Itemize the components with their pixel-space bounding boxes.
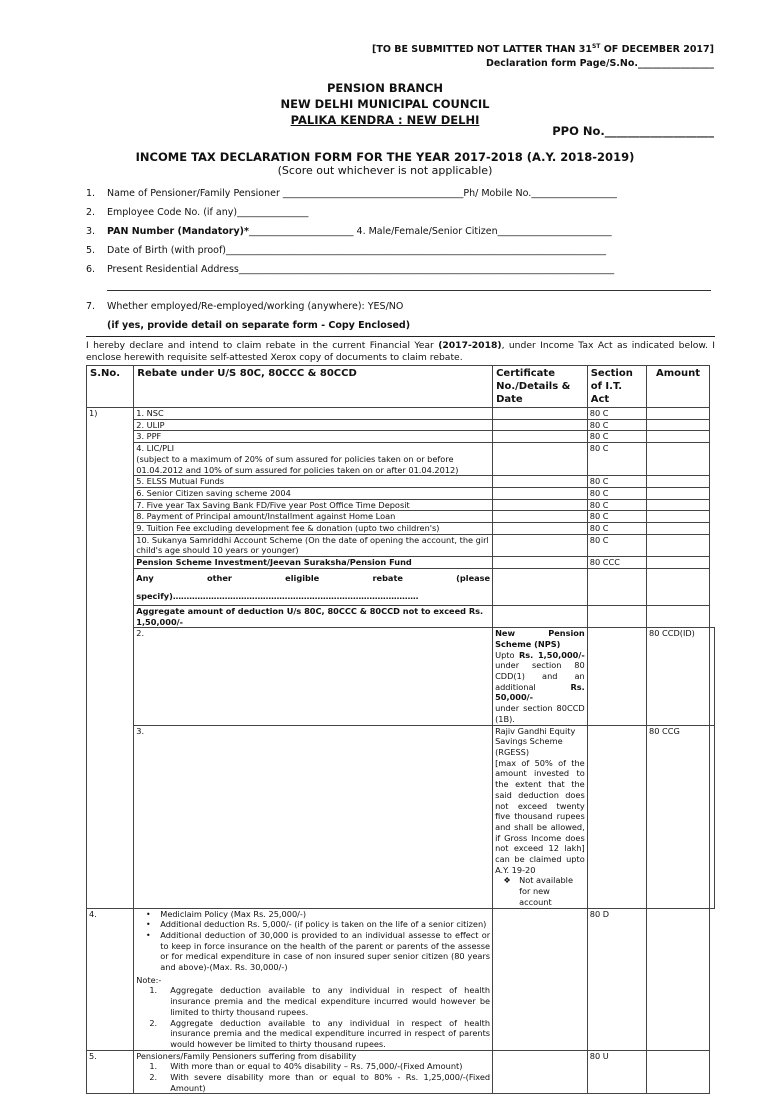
header-rebate: Rebate under U/S 80C, 80CCC & 80CCD xyxy=(134,366,493,408)
bullet-icon: • xyxy=(145,929,151,940)
address-continuation-line[interactable] xyxy=(107,290,711,291)
amount-cell[interactable] xyxy=(647,499,710,511)
nps-title: New Pension Scheme (NPS) xyxy=(495,628,585,649)
nps-text: under section 80CCD (1B). xyxy=(495,703,585,724)
rebate-item: 7. Five year Tax Saving Bank FD/Five year Post Office Time Deposit xyxy=(134,499,493,511)
section-cell: 80 C xyxy=(587,487,646,499)
amount-cell[interactable] xyxy=(647,523,710,535)
rebate-item: 1. NSC xyxy=(134,408,493,420)
field-number: 5. xyxy=(86,245,96,256)
section-cell: 80 CCC xyxy=(587,557,646,569)
certificate-cell[interactable] xyxy=(493,523,588,535)
office-heading xyxy=(0,80,770,128)
certificate-cell[interactable] xyxy=(587,725,646,908)
table-row xyxy=(87,1050,715,1094)
section-cell: 80 C xyxy=(587,534,646,556)
bullet-icon: • xyxy=(145,919,151,930)
mediclaim-item xyxy=(134,908,493,1050)
rebate-item: 6. Senior Citizen saving scheme 2004 xyxy=(134,487,493,499)
table-row xyxy=(87,511,715,523)
note-number: 1. xyxy=(149,985,158,996)
pan-gender-blank: ______________________ 4. Male/Female/Senior Citizen________________________ xyxy=(249,226,612,237)
office-address: PALIKA KENDRA : NEW DELHI xyxy=(290,113,480,127)
section-cell: 80 D xyxy=(587,908,646,1050)
section-cell: 80 C xyxy=(587,523,646,535)
section-cell: 80 U xyxy=(587,1050,646,1094)
disability-text: With more than or equal to 40% disability – Rs. 75,000/-(Fixed Amount) xyxy=(170,1061,463,1072)
rgess-title: Rajiv Gandhi Equity Savings Scheme (RGESS) xyxy=(495,725,576,757)
field-label xyxy=(107,226,612,238)
field-number: 3. xyxy=(86,226,96,237)
nps-item xyxy=(493,628,588,725)
field-label: Whether employed/Re-employed/working (anywhere): YES/NO xyxy=(107,301,404,312)
pension-fund-item: Pension Scheme Investment/Jeevan Suraksha/Pension Fund xyxy=(134,557,493,569)
submission-deadline-end: OF DECEMBER 2017] xyxy=(600,44,714,56)
amount-cell[interactable] xyxy=(647,419,710,431)
table-row xyxy=(87,443,715,476)
section-cell: 80 CCD(ID) xyxy=(647,628,710,725)
note-heading: Note:- xyxy=(136,974,162,985)
table-row xyxy=(87,408,715,420)
section-cell: 80 CCG xyxy=(647,725,710,908)
amount-cell[interactable] xyxy=(647,408,710,420)
certificate-cell[interactable] xyxy=(493,408,588,420)
table-row xyxy=(87,499,715,511)
table-row xyxy=(87,523,715,535)
section-cell xyxy=(587,568,646,605)
amount-cell[interactable] xyxy=(647,908,710,1050)
declaration-text: I hereby declare and intend to claim rebate in the current Financial Year xyxy=(86,340,439,351)
section-cell: 80 C xyxy=(587,419,646,431)
diamond-bullet-icon: ❖ xyxy=(503,875,511,886)
section-cell: 80 C xyxy=(587,443,646,476)
declaration-page-number: Declaration form Page/S.No.________________ xyxy=(485,58,714,70)
certificate-cell[interactable] xyxy=(493,487,588,499)
table-row xyxy=(87,557,715,569)
nps-additional-amount: Rs. 50,000/- xyxy=(495,681,585,703)
council-name: NEW DELHI MUNICIPAL COUNCIL xyxy=(280,97,490,111)
certificate-cell[interactable] xyxy=(493,568,588,605)
amount-cell[interactable] xyxy=(647,431,710,443)
field-number: 1. xyxy=(86,188,96,199)
rebate-item: 2. ULIP xyxy=(134,419,493,431)
submission-note xyxy=(372,40,714,71)
certificate-cell[interactable] xyxy=(493,534,588,556)
section-cell xyxy=(587,605,646,627)
section-cell: 80 C xyxy=(587,431,646,443)
aggregate-deduction: Aggregate amount of deduction U/s 80C, 80CCC & 80CCD not to exceed Rs. 1,50,000/- xyxy=(134,605,493,627)
ppo-number-field[interactable]: PPO No.___________________ xyxy=(552,124,714,138)
amount-cell[interactable] xyxy=(710,725,715,908)
certificate-cell[interactable] xyxy=(493,605,588,627)
certificate-cell[interactable] xyxy=(493,443,588,476)
lic-label: 4. LIC/PLI xyxy=(136,443,175,454)
rebate-item: 8. Payment of Principal amount/Installment against Home Loan xyxy=(134,511,493,523)
rebate-table xyxy=(86,365,715,1094)
certificate-cell[interactable] xyxy=(493,511,588,523)
superscript-st: ST xyxy=(591,43,601,50)
form-subtitle: (Score out whichever is not applicable) xyxy=(277,164,493,177)
certificate-cell[interactable] xyxy=(493,908,588,1050)
amount-cell[interactable] xyxy=(647,487,710,499)
pan-label: PAN Number (Mandatory)* xyxy=(107,226,249,237)
amount-cell[interactable] xyxy=(647,511,710,523)
table-row xyxy=(87,431,715,443)
amount-cell[interactable] xyxy=(647,443,710,476)
field-label: Date of Birth (with proof)________________________________________________________________________________ xyxy=(107,245,607,256)
table-row xyxy=(87,605,715,627)
mediclaim-bullet: Mediclaim Policy (Max Rs. 25,000/-) xyxy=(160,908,307,919)
amount-cell[interactable] xyxy=(647,534,710,556)
mediclaim-bullet: Additional deduction Rs. 5,000/- (if policy is taken on the life of a senior citizen) xyxy=(160,919,487,930)
table-header-row xyxy=(87,366,715,408)
section-cell: 80 C xyxy=(587,511,646,523)
branch-name: PENSION BRANCH xyxy=(326,81,444,95)
field-label: Name of Pensioner/Family Pensioner ______________________________________Ph/ Mobile No.__________________ xyxy=(107,188,617,199)
certificate-cell[interactable] xyxy=(493,419,588,431)
header-sno: S.No. xyxy=(87,366,134,408)
disability-text: With severe disability more than or equal to 80% - Rs. 1,25,000/-(Fixed Amount) xyxy=(170,1072,491,1093)
row-sno: 4. xyxy=(87,908,134,1050)
certificate-cell[interactable] xyxy=(493,431,588,443)
rgess-bullet: Not available for new account xyxy=(519,875,573,907)
declaration-year: (2017-2018) xyxy=(438,340,502,351)
amount-cell[interactable] xyxy=(647,476,710,488)
lic-note: (subject to a maximum of 20% of sum assured for policies taken on or before 01.04.2012 and 10% of sum assured for policies taken on or after 01.04.2012) xyxy=(136,453,459,475)
other-rebate-item[interactable]: Any other eligible rebate (please specify)……………………………………………………………………………… xyxy=(134,568,493,605)
header-certificate: Certificate No./Details & Date xyxy=(493,366,588,408)
disability-number: 1. xyxy=(149,1061,158,1072)
rebate-item: 10. Sukanya Samriddhi Account Scheme (On the date of opening the account, the girl child's age should 10 years or younger) xyxy=(134,534,493,556)
amount-cell[interactable] xyxy=(647,1050,710,1094)
header-section: Section of I.T. Act xyxy=(587,366,646,408)
table-row xyxy=(87,476,715,488)
submission-deadline: [TO BE SUBMITTED NOT LATTER THAN 31 xyxy=(372,44,592,56)
nps-text: Upto xyxy=(495,649,519,660)
row-sno: 2. xyxy=(134,628,493,725)
form-title: INCOME TAX DECLARATION FORM FOR THE YEAR 2017-2018 (A.Y. 2018-2019) xyxy=(135,150,635,164)
declaration-statement xyxy=(86,340,715,364)
rebate-item: 3. PPF xyxy=(134,431,493,443)
amount-cell[interactable] xyxy=(647,557,710,569)
table-row xyxy=(87,419,715,431)
field-label: Employee Code No. (if any)_______________ xyxy=(107,207,309,218)
section-divider xyxy=(86,336,715,337)
certificate-cell[interactable] xyxy=(493,499,588,511)
rebate-item: 9. Tuition Fee excluding development fee & donation (upto two children's) xyxy=(134,523,493,535)
disability-title: Pensioners/Family Pensioners suffering from disability xyxy=(136,1050,357,1061)
table-row xyxy=(87,725,715,908)
nps-text: under section 80 CDD(1) and an additional xyxy=(495,660,585,692)
section-cell: 80 C xyxy=(587,476,646,488)
row-sno: 1) xyxy=(87,408,134,909)
declaration-text-end: , under Income Tax Act as indicated below. I enclose herewith requisite self-attested Xerox copy of documents to claim rebate. xyxy=(86,340,715,363)
certificate-cell[interactable] xyxy=(493,476,588,488)
table-row xyxy=(87,908,715,1050)
header-amount: Amount xyxy=(647,366,710,408)
amount-cell[interactable] xyxy=(647,568,710,605)
field-number: 7. xyxy=(86,301,96,312)
certificate-cell[interactable] xyxy=(587,628,646,725)
certificate-cell[interactable] xyxy=(493,1050,588,1094)
employment-note: (if yes, provide detail on separate form - Copy Enclosed) xyxy=(107,320,411,331)
rgess-text: [max of 50% of the amount invested to the extent that the said deduction does not exceed twenty five thousand rupees and shall be allowed, if Gross Income does not exceed 12 lakh] can be claimed upto A.Y. 19-20 xyxy=(495,757,585,875)
table-row xyxy=(87,568,715,605)
note-text: Aggregate deduction available to any individual in respect of health insurance premia and the medical expenditure incurred would however be limited to thirty thousand rupees. xyxy=(170,985,491,1017)
bullet-icon: • xyxy=(145,908,151,919)
rebate-item xyxy=(134,443,493,476)
rgess-item xyxy=(493,725,588,908)
row-sno: 5. xyxy=(87,1050,134,1094)
field-label: Present Residential Address_______________________________________________________________________________ xyxy=(107,264,615,275)
field-number: 6. xyxy=(86,264,96,275)
section-cell: 80 C xyxy=(587,408,646,420)
note-number: 2. xyxy=(149,1017,158,1028)
table-row xyxy=(87,628,715,725)
disability-item xyxy=(134,1050,493,1094)
note-text: Aggregate deduction available to any individual in respect of health insurance premia and the medical expenditure incurred in respect of parents would however be limited to thirty thousand rupees. xyxy=(170,1017,491,1049)
field-number: 2. xyxy=(86,207,96,218)
disability-number: 2. xyxy=(149,1072,158,1083)
table-row xyxy=(87,487,715,499)
amount-cell[interactable] xyxy=(710,628,715,725)
row-sno: 3. xyxy=(134,725,493,908)
certificate-cell[interactable] xyxy=(493,557,588,569)
section-cell: 80 C xyxy=(587,499,646,511)
rebate-item: 5. ELSS Mutual Funds xyxy=(134,476,493,488)
nps-amount: Rs. 1,50,000/- xyxy=(518,649,585,660)
mediclaim-bullet: Additional deduction of 30,000 is provided to an individual assesse to effect or to keep in force insurance on the health of the parent or parents of the assesse or for medical expenditure in case of non insured super senior citizen (80 years and above)-(Max. Rs. 30,000/-) xyxy=(160,929,491,973)
amount-cell[interactable] xyxy=(647,605,710,627)
table-row xyxy=(87,534,715,556)
